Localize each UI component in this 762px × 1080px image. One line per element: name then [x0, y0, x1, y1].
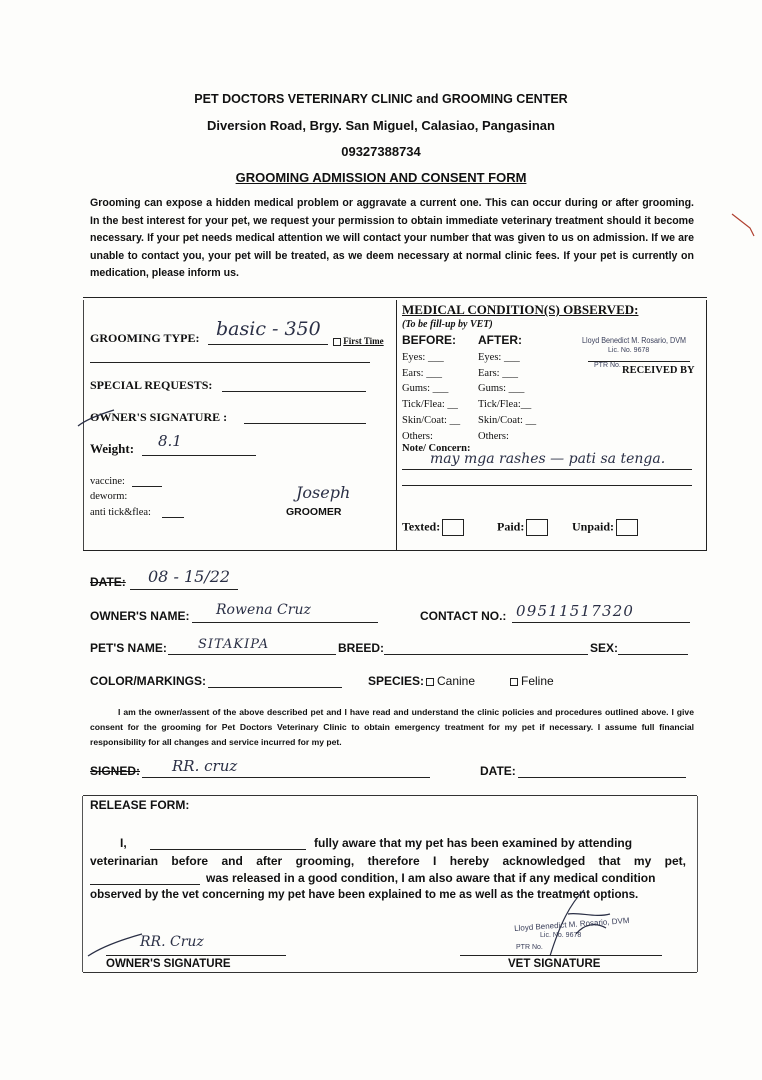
top-section-top-border — [83, 297, 707, 298]
pet-name-label: PET'S NAME: — [90, 641, 167, 655]
owner-signature-label: OWNER'S SIGNATURE : — [90, 410, 228, 424]
release-text-2: veterinarian before and after grooming, therefore I hereby acknowledged that my pet, — [90, 854, 686, 868]
species-feline-option[interactable] — [508, 674, 554, 688]
vet-stamp-bottom-name: Lloyd Benedict M. Rosario, DVM — [513, 915, 630, 934]
canine-checkbox[interactable] — [426, 678, 434, 686]
contact-line[interactable] — [512, 622, 690, 623]
release-top-border — [83, 795, 697, 796]
vet-signature-label: VET SIGNATURE — [508, 958, 601, 970]
after-item: Others: — [478, 430, 509, 442]
signed-value: RR. cruz — [172, 757, 238, 775]
contact-value: 09511517320 — [516, 602, 635, 620]
antitick-line[interactable] — [162, 517, 184, 518]
release-text-1: fully aware that my pet has been examined by attending — [314, 836, 633, 850]
date-line[interactable] — [130, 589, 238, 590]
form-title: GROOMING ADMISSION AND CONSENT FORM — [235, 170, 527, 185]
release-pet-line[interactable] — [90, 884, 200, 885]
grooming-type-extra-line[interactable] — [90, 362, 370, 363]
canine-label: Canine — [437, 674, 476, 688]
top-section-bottom-border — [83, 550, 707, 551]
unpaid-label: Unpaid: — [572, 519, 615, 534]
release-owner-signature-value: RR. Cruz — [140, 934, 204, 950]
clinic-address: Diversion Road, Brgy. San Miguel, Calasiao, Pangasinan — [207, 118, 555, 133]
clinic-name: PET DOCTORS VETERINARY CLINIC and GROOMING CENTER — [194, 92, 568, 106]
after-list — [478, 350, 536, 444]
grooming-type-line[interactable] — [208, 344, 328, 345]
weight-value: 8.1 — [158, 432, 182, 450]
after-item: Gums: ___ — [478, 383, 525, 395]
first-time-checkbox[interactable] — [333, 338, 341, 346]
note-line-2[interactable] — [402, 485, 692, 486]
release-right-border — [697, 796, 698, 972]
date-label: DATE: — [90, 575, 126, 589]
check-mark-owner-sig — [76, 408, 116, 430]
before-item: Eyes: ___ — [402, 352, 444, 363]
special-requests-label: SPECIAL REQUESTS: — [90, 378, 213, 392]
vet-stamp-bottom-lic: Lic. No. 9678 — [540, 932, 582, 939]
first-time-label: First Time — [343, 336, 384, 346]
antitick-label: anti tick&flea: — [90, 507, 151, 518]
owner-name-label: OWNER'S NAME: — [90, 609, 190, 623]
pet-name-line[interactable] — [168, 654, 336, 655]
vaccine-line[interactable] — [132, 486, 162, 487]
note-line-1[interactable] — [402, 469, 692, 470]
owner-signature-line[interactable] — [244, 423, 366, 424]
top-section-right-border — [706, 300, 707, 550]
clinic-phone: 09327388734 — [341, 144, 421, 159]
color-markings-line[interactable] — [208, 687, 342, 688]
color-markings-label: COLOR/MARKINGS: — [90, 674, 206, 688]
after-item: Tick/Flea:__ — [478, 399, 532, 411]
after-label: AFTER: — [478, 333, 522, 347]
before-item: Gums: ___ — [402, 383, 449, 395]
release-name-line[interactable] — [150, 849, 306, 850]
species-label: SPECIES: — [368, 674, 425, 688]
release-i: I, — [120, 836, 127, 850]
owner-name-line[interactable] — [192, 622, 378, 623]
release-owner-signature-line[interactable] — [106, 955, 286, 956]
release-text-3: was released in a good condition, I am also aware that if any medical condition — [206, 871, 656, 885]
special-requests-line[interactable] — [222, 391, 366, 392]
date2-line[interactable] — [518, 777, 686, 778]
paid-checkbox[interactable] — [526, 519, 548, 536]
feline-label: Feline — [521, 674, 554, 688]
vet-signature-line[interactable] — [460, 955, 662, 956]
top-section-divider — [396, 300, 397, 550]
after-item: Eyes: ___ — [478, 352, 520, 363]
breed-label: BREED: — [338, 641, 385, 655]
grooming-type-value: basic - 350 — [216, 318, 321, 340]
before-label: BEFORE: — [402, 333, 456, 347]
vet-stamp-top-name: Lloyd Benedict M. Rosario, DVM — [582, 336, 687, 345]
after-item: Skin/Coat: __ — [478, 414, 537, 426]
sex-label: SEX: — [590, 641, 619, 655]
pet-name-value: SITAKIPA — [198, 637, 270, 652]
owner-name-value: Rowena Cruz — [216, 602, 311, 618]
contact-label: CONTACT NO.: — [420, 609, 507, 623]
signed-line[interactable] — [142, 777, 430, 778]
vet-stamp-top-ptr: PTR No. — [594, 362, 621, 369]
texted-checkbox[interactable] — [442, 519, 464, 536]
deworm-label: deworm: — [90, 491, 128, 502]
release-title: RELEASE FORM: — [90, 798, 190, 809]
red-pen-mark — [728, 210, 758, 240]
before-item: Ears: ___ — [402, 367, 442, 379]
texted-label: Texted: — [402, 519, 441, 534]
release-left-border — [82, 796, 83, 972]
unpaid-field — [572, 519, 638, 536]
intro-paragraph: Grooming can expose a hidden medical problem or aggravate a current one. This can occur during or after grooming. In the best interest for your pet, we request your permission to obtain immediate veterinary treatment should it become necessary. If your pet needs medical attention we will contact your number that was given to us on admission. If we are unable to contact you, your pet will be treated, as we deem necessary at normal clinic fees. If your pet is currently on medication, please inform us. — [90, 197, 694, 280]
vet-stamp-bottom-ptr: PTR No. — [516, 944, 543, 951]
weight-label: Weight: — [90, 441, 135, 456]
first-time-option[interactable] — [331, 336, 384, 346]
received-by-line[interactable] — [588, 361, 690, 362]
before-list — [402, 350, 460, 444]
after-item: Ears: ___ — [478, 367, 518, 379]
before-item: Skin/Coat: __ — [402, 414, 461, 426]
vet-stamp-top-lic: Lic. No. 9678 — [608, 347, 650, 354]
sex-line[interactable] — [618, 654, 688, 655]
note-concern-label: Note/ Concern: — [402, 443, 471, 454]
note-concern-value: may mga rashes — pati sa tenga. — [430, 451, 666, 467]
paid-label: Paid: — [497, 519, 525, 534]
vaccine-label: vaccine: — [90, 476, 125, 487]
consent-paragraph: I am the owner/assent of the above described pet and I have read and understand the clinic policies and procedures outlined above. I give consent for the grooming for Pet Doctors Veterinary Clinic to obtain emergency treatment for my pet if necessary. I assume full financial responsibility for all changes and service incurred for my pet. — [90, 707, 694, 747]
groomer-name: Joseph — [296, 483, 351, 502]
species-canine-option[interactable] — [424, 674, 475, 688]
medical-condition-subtitle: (To be fill-up by VET) — [402, 319, 493, 330]
vet-signature-mark — [540, 884, 620, 964]
before-item: Others: — [402, 430, 433, 442]
signed-label: SIGNED: — [90, 764, 141, 778]
date2-label: DATE: — [480, 764, 516, 778]
paid-field — [497, 519, 548, 536]
weight-line[interactable] — [142, 455, 256, 456]
release-bottom-border — [83, 972, 697, 973]
before-item: Tick/Flea: __ — [402, 399, 458, 411]
release-text-4: observed by the vet concerning my pet have been explained to me as well as the treatment options. — [90, 888, 639, 901]
grooming-type-label: GROOMING TYPE: — [90, 331, 200, 345]
texted-field — [402, 519, 464, 536]
received-by-label: RECEIVED BY — [622, 365, 695, 376]
groomer-label: GROOMER — [286, 506, 342, 518]
breed-line[interactable] — [384, 654, 588, 655]
medical-condition-title: MEDICAL CONDITION(S) OBSERVED: — [402, 302, 639, 317]
release-owner-signature-label: OWNER'S SIGNATURE — [106, 958, 231, 970]
feline-checkbox[interactable] — [510, 678, 518, 686]
unpaid-checkbox[interactable] — [616, 519, 638, 536]
date-value: 08 - 15/22 — [148, 567, 231, 586]
